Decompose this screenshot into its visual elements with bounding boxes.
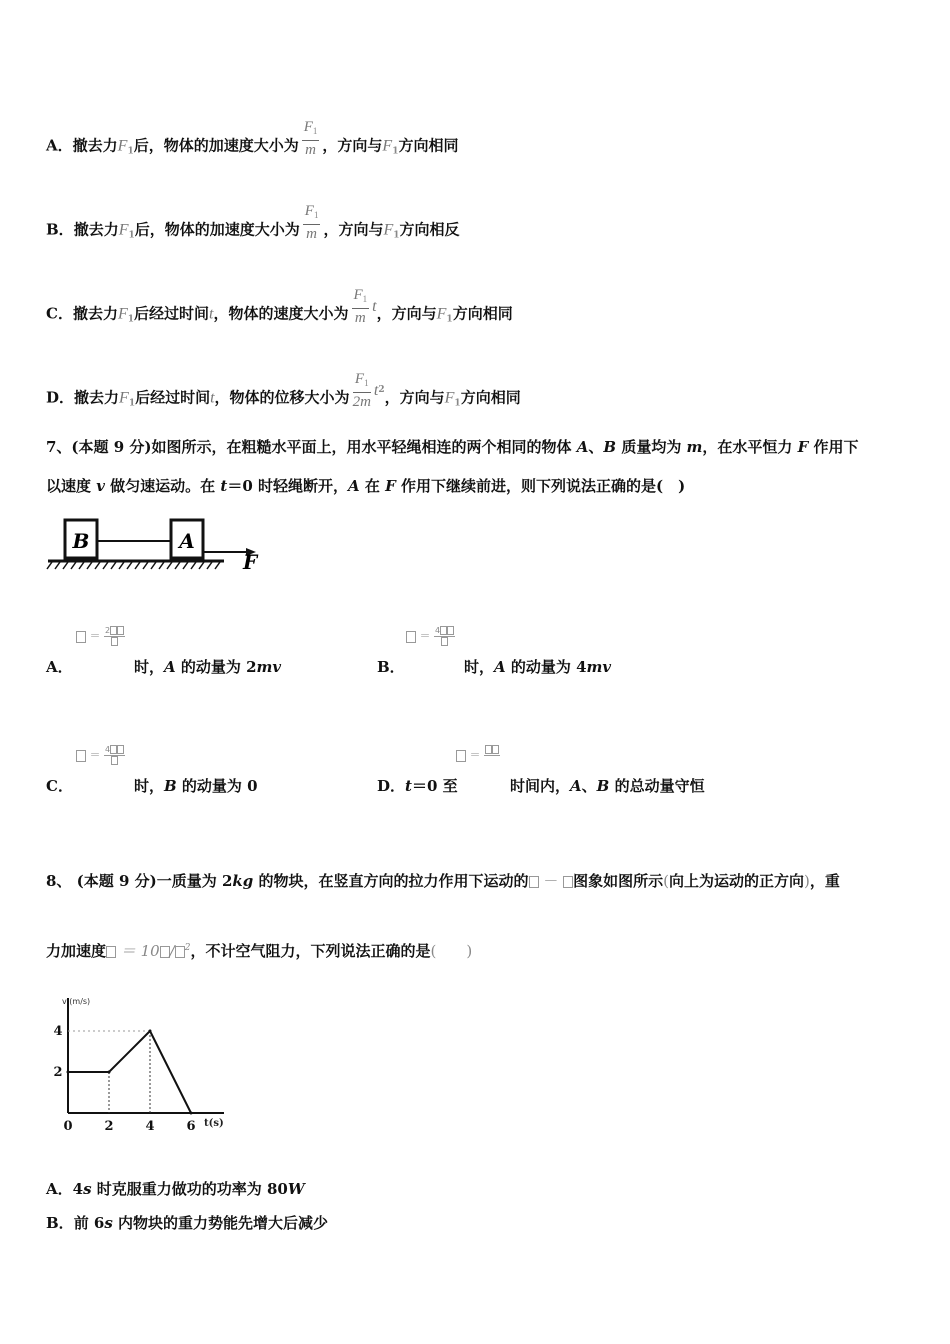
q8-stem-line1: 8、 (本题 9 分)一质量为 2kg 的物块，在竖直方向的拉力作用下运动的 － 图象如图所示(向上为运动的正方向)，重	[46, 872, 840, 890]
fraction: $\frac{F_1}{m}$	[303, 119, 318, 158]
x-axis-label: t(s)	[204, 1118, 224, 1129]
x-tick-label: 4	[145, 1119, 155, 1134]
q7-stem-line2: 以速度 v 做匀速运动。在 t＝0 时轻绳断开，A 在 F 作用下继续前进，则下列说法正确的是( )	[46, 477, 686, 495]
x-tick-label: 0	[63, 1119, 73, 1134]
q7-option-c[interactable]: C．	[46, 777, 73, 795]
q7-option-c-text: 时，B 的动量为 0	[134, 777, 258, 795]
y-tick-label: 2	[53, 1065, 63, 1080]
block-b-label: B	[72, 529, 90, 553]
q6-option-a[interactable]: A．撤去力$F_1$后，物体的加速度大小为 $\frac{F_1}{m}$ ，方向与$F_1$方向相同	[46, 119, 459, 158]
q7-c-formula: ＝ 4	[76, 745, 125, 766]
q7-blocks-figure	[44, 506, 264, 576]
q6-option-d[interactable]: D．撤去力$F_1$后经过时间t，物体的位移大小为 $\frac{F_1}{2m}$ $t^2$，方向与$F_1$方向相同	[46, 371, 521, 410]
fraction: $\frac{F_1}{2m}$	[352, 371, 371, 410]
q8-stem-line2: 力加速度 ＝ 10 / $^2$，不计空气阻力，下列说法正确的是( )	[46, 942, 473, 960]
force-label: F	[243, 550, 258, 574]
option-label: A．	[46, 136, 73, 155]
q8-option-b[interactable]: B．前 6s 内物块的重力势能先增大后减少	[46, 1214, 329, 1232]
q7-option-d-text: 时间内，A、B 的总动量守恒	[510, 777, 705, 795]
q8-option-a[interactable]: A．4s 时克服重力做功的功率为 80W	[46, 1180, 305, 1198]
q7-a-formula: ＝ 2	[76, 626, 125, 647]
x-tick-label: 6	[186, 1119, 196, 1134]
q7-option-a-text: 时，A 的动量为 2mv	[134, 658, 282, 676]
q7-option-b-text: 时，A 的动量为 4mv	[464, 658, 612, 676]
q8-vt-chart	[46, 990, 236, 1140]
fraction: $\frac{F_1}{m}$	[304, 203, 319, 242]
vt-data-point	[67, 1071, 70, 1074]
q7-option-b[interactable]: B．	[377, 658, 405, 676]
q7-option-a[interactable]: A．	[46, 658, 73, 676]
y-axis-label: v (m/s)	[62, 997, 91, 1006]
x-tick-label: 2	[104, 1119, 114, 1134]
option-label: B．	[46, 220, 74, 239]
q7-d-formula: ＝	[456, 745, 500, 766]
option-label: C．	[46, 304, 73, 323]
option-label: D．	[46, 388, 75, 407]
q7-option-d[interactable]: D．t＝0 至	[377, 777, 458, 795]
ground-hatching	[47, 562, 220, 569]
q7-stem-line1: 7、(本题 9 分)如图所示，在粗糙水平面上，用水平轻绳相连的两个相同的物体 A、B 质量均为 m，在水平恒力 F 作用下	[46, 438, 859, 456]
vt-data-point	[190, 1112, 193, 1115]
q6-option-b[interactable]: B．撤去力$F_1$后，物体的加速度大小为 $\frac{F_1}{m}$ ，方向与$F_1$方向相反	[46, 203, 460, 242]
q7-b-formula: ＝ 4	[406, 626, 455, 647]
block-a-label: A	[179, 529, 195, 553]
vt-data-point	[149, 1030, 152, 1033]
fraction: $\frac{F_1}{m}$	[353, 287, 368, 326]
y-tick-label: 4	[53, 1024, 63, 1039]
vt-series-line	[68, 1031, 191, 1113]
vt-data-point	[108, 1071, 111, 1074]
q6-option-c[interactable]: C．撤去力$F_1$后经过时间t，物体的速度大小为 $\frac{F_1}{m}$ t，方向与$F_1$方向相同	[46, 287, 513, 326]
